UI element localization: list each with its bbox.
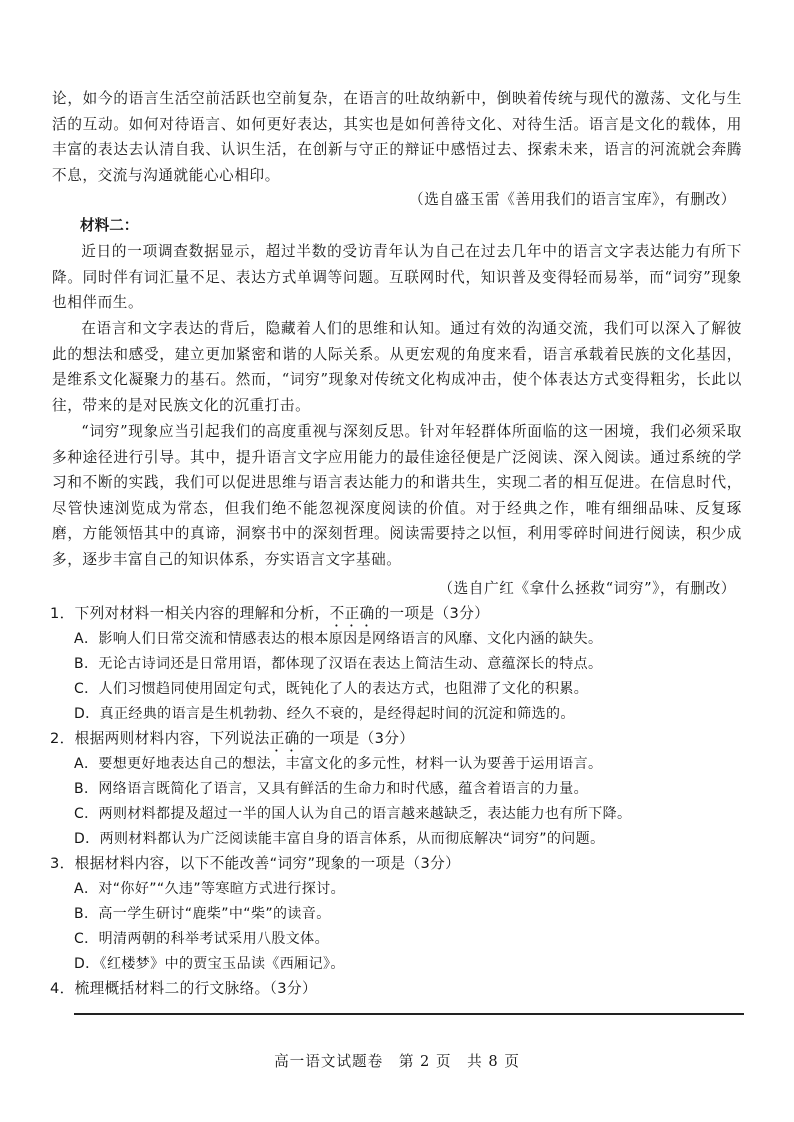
question-3-option-d: D．《红楼梦》中的贾宝玉品读《西厢记》。 [74,956,345,972]
question-2-option-c: C．两则材料都提及超过一半的国人认为自己的语言越来越缺乏，表达能力也有所下降。 [74,806,632,822]
emphasis-correct: 正确 [269,730,300,747]
question-1-option-a: A．影响人们日常交流和情感表达的根本原因是网络语言的风靡、文化内涵的缺失。 [74,631,603,647]
question-4: 4．梳理概括材料二的行文脉络。（3分） [50,980,317,997]
material2-paragraph-3: “词穷”现象应当引起我们的高度重视与深刻反思。针对年轻群体所面临的这一困境，我们必须采取多种途径进行引导。其中，提升语言文字应用能力的最佳途径便是广泛阅读、深入阅读。通过系统的学习和不断的实践，我们可以促进思维与语言表达能力的和谐共生，实现二者的相互促进。在信息时代，尽管快速浏览成为常态，但我们绝不能忽视深度阅读的价值。对于经典之作，唯有细细品味、反复琢磨，方能领悟其中的真谛，洞察书中的深刻哲理。阅读需要持之以恒，利用零碎时间进行阅读，积少成多，逐步丰富自己的知识体系，夯实语言文字基础。 [52,423,742,568]
question-2-option-a: A．要想更好地表达自己的想法，丰富文化的多元性，材料一认为要善于运用语言。 [74,756,603,772]
material2-paragraph-1: 近日的一项调查数据显示，超过半数的受访青年认为自己在过去几年中的语言文字表达能力有所下降。同时伴有词汇量不足、表达方式单调等问题。互联网时代，知识普及变得轻而易举，而“词穷”现象也相伴而生。 [52,243,742,311]
question-1-option-b: B．无论古诗词还是日常用语，都体现了汉语在表达上简洁生动、意蕴深长的特点。 [74,656,603,672]
page-footer: 高一语文试题卷 第 2 页 共 8 页 [274,1053,520,1070]
footer-divider [74,1013,744,1015]
material2-heading: 材料二： [80,217,139,234]
question-2-option-d: D．两则材料都认为广泛阅读能丰富自身的语言体系，从而彻底解决“词穷”的问题。 [74,831,605,847]
material1-closing-paragraph: 论，如今的语言生活空前活跃也空前复杂，在语言的吐故纳新中，倒映着传统与现代的激荡、文化与生活的互动。如何对待语言、如何更好表达，其实也是如何善待文化、对待生活。语言是文化的载体，用丰富的表达去认清自我、认识生活，在创新与守正的辩证中感悟过去、探索未来，语言的河流就会奔腾不息，交流与沟通就能心心相印。 [52,90,742,184]
question-1: 1．下列对材料一相关内容的理解和分析，不正确的一项是（3分） [50,605,490,622]
material1-source: （选自盛玉雷《善用我们的语言宝库》，有删改） [409,191,736,208]
question-3-option-c: C．明清两朝的科举考试采用八股文体。 [74,931,329,947]
question-1-option-c: C．人们习惯趋同使用固定句式，既钝化了人的表达方式，也阻滞了文化的积累。 [74,681,589,697]
question-3: 3．根据材料内容，以下不能改善“词穷”现象的一项是（3分） [50,855,461,872]
emphasis-not-correct: 不正确 [329,605,375,622]
question-3-option-a: A．对“你好”“久违”等寒暄方式进行探讨。 [74,881,345,897]
material2-paragraph-2: 在语言和文字表达的背后，隐藏着人们的思维和认知。通过有效的沟通交流，我们可以深入了解彼此的想法和感受，建立更加紧密和谐的人际关系。从更宏观的角度来看，语言承载着民族的文化基因，是维系文化凝聚力的基石。然而，“词穷”现象对传统文化构成冲击，使个体表达方式变得粗劣，长此以往，带来的是对民族文化的沉重打击。 [52,320,742,414]
question-2-option-b: B．网络语言既简化了语言，又具有鲜活的生命力和时代感，蕴含着语言的力量。 [74,781,589,797]
question-3-option-b: B．高一学生研讨“鹿柴”中“柴”的读音。 [74,906,331,922]
question-1-option-d: D．真正经典的语言是生机勃勃、经久不衰的，是经得起时间的沉淀和筛选的。 [74,706,575,722]
material2-source: （选自广红《拿什么拯救“词穷”》，有删改） [438,580,736,597]
question-2: 2．根据两则材料内容，下列说法正确的一项是（3分） [50,730,415,747]
